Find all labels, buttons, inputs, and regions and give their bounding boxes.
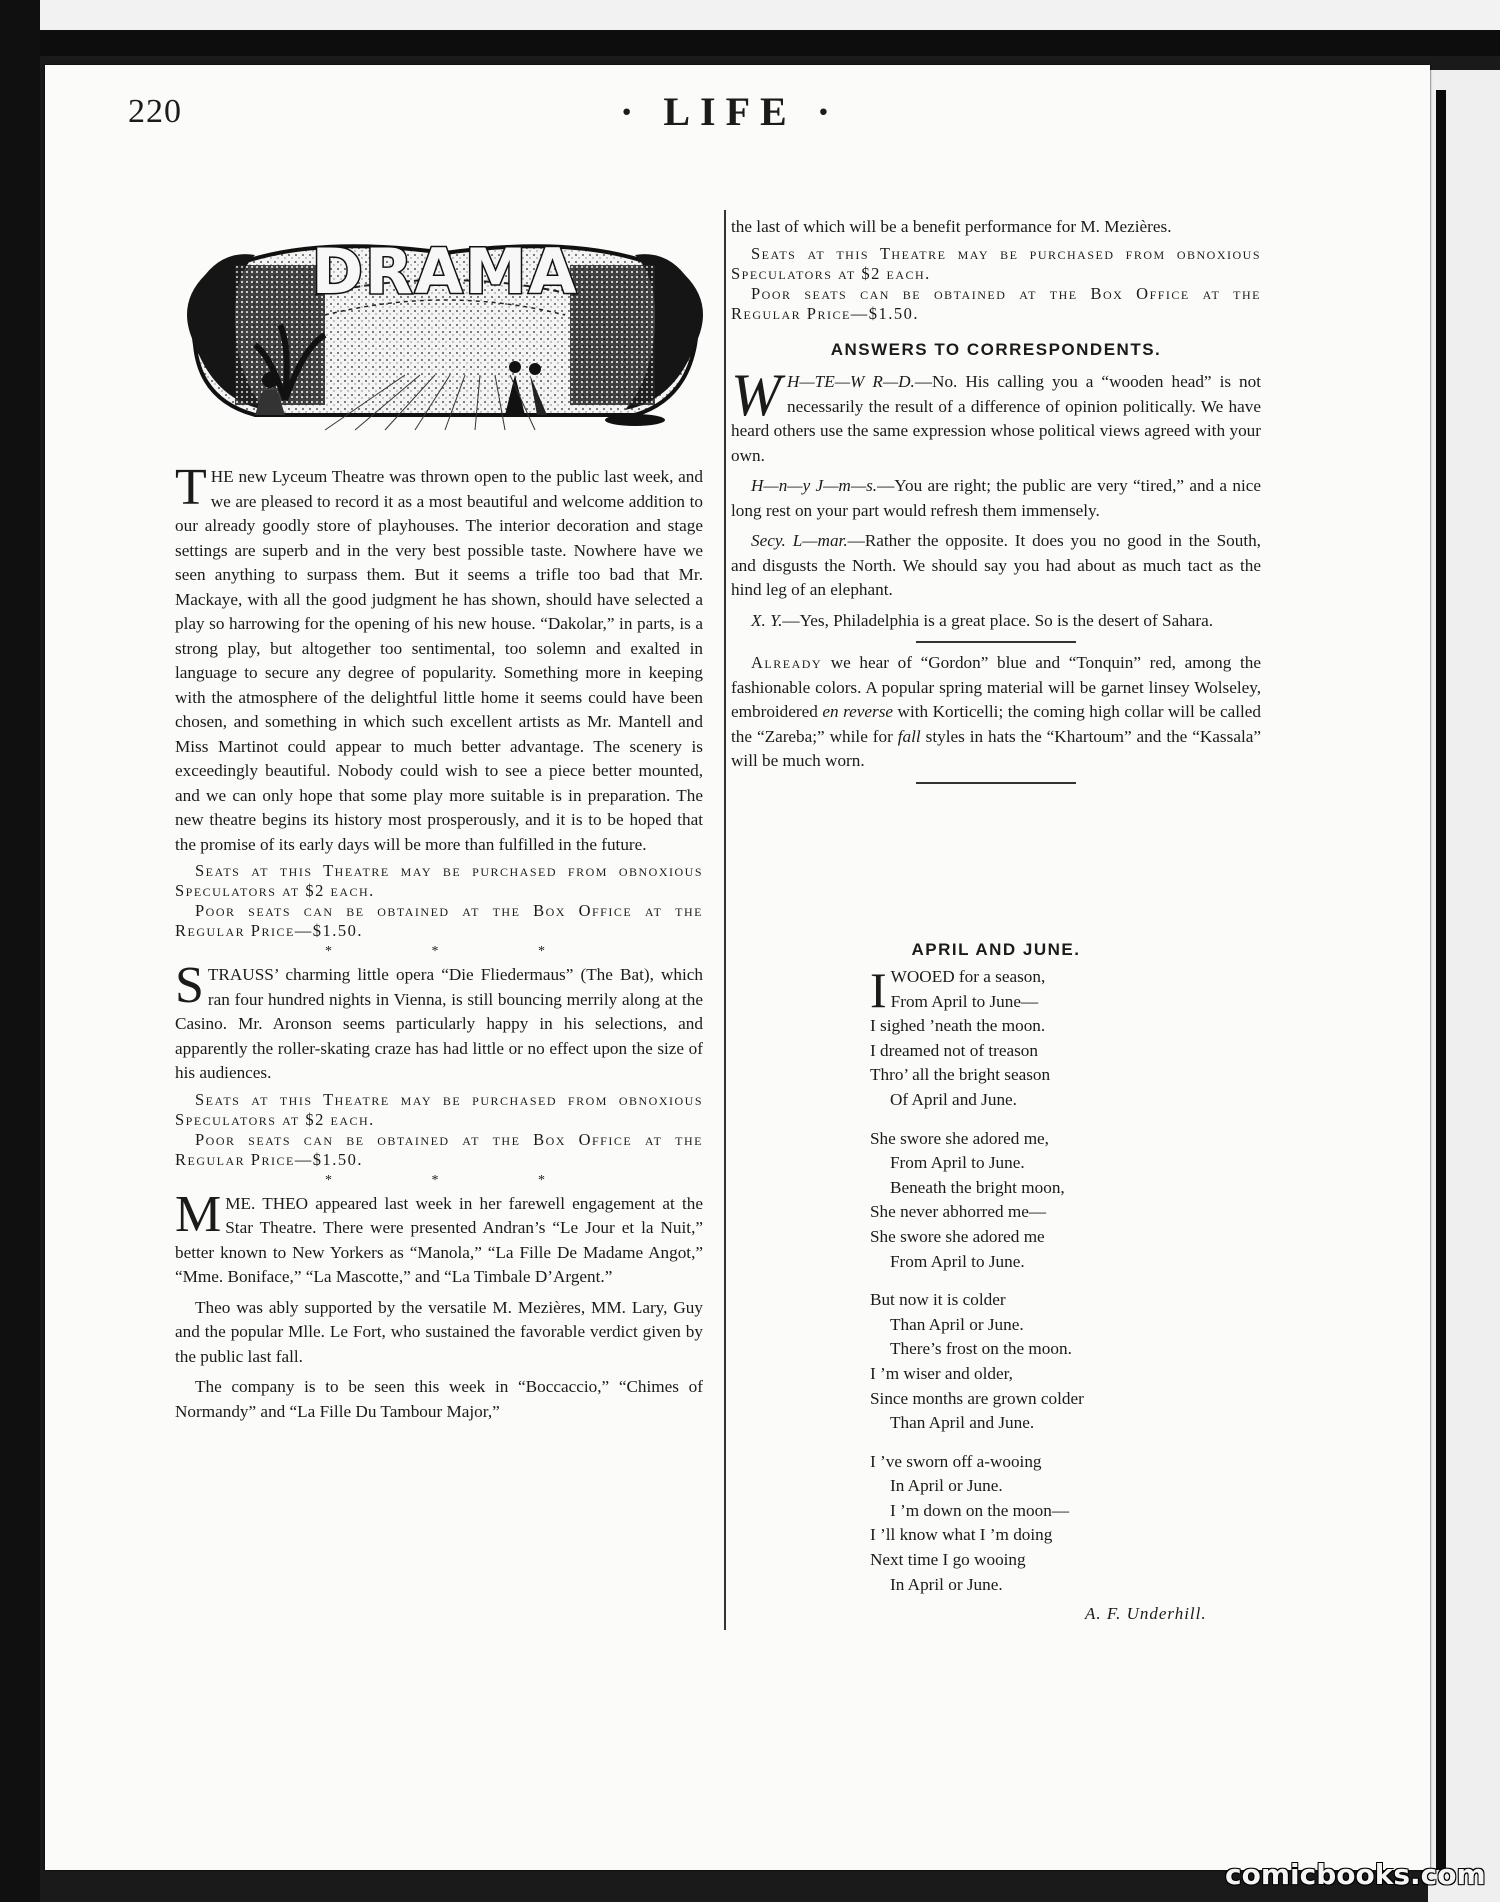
seats-notice-2-line1: Seats at this Theatre may be purchased from obnoxious Speculators at $2 each. <box>175 1089 703 1129</box>
answer-1 <box>731 362 1262 468</box>
lyceum-text: HE new Lyceum Theatre was thrown open to the public last week, and we are pleased to record it as a most beautiful and welcome addition to our already goodly store of playhouses. The interior decoration and stage settings are superb and in the very best possible taste. Nowhere have we seen anything to surpass them. But it seems a trifle too bad that Mr. Mackaye, with all the good judgment he has shown, should have selected a play so harrowing for the opening of his new house. “Dakolar,” in parts, is a strong play, but altogether too sentimental, too solemn and exalted in language to secure any degree of popularity. Something more in keeping with the atmosphere of the delightful little home it seems could have been chosen, and something in which such excellent artists as Mr. Mantell and Miss Martinot could appear to much better advantage. The scenery is exceedingly beautiful. Nobody could wish to see a piece better mounted, and we can only hope that some play more suitable is in preparation. The new theatre begins its history most prosperously, and it is to be hoped that the promise of its early days will be more than fulfilled in the future. <box>175 467 703 854</box>
answer-3 <box>731 529 1261 603</box>
drama-banner-title: DRAMA <box>311 235 579 308</box>
poem-line: Of April and June. <box>890 1089 1017 1109</box>
answer-4-text: —Yes, Philadelphia is a great place. So is the desert of Sahara. <box>782 610 1214 630</box>
poem-line: In April or June. <box>890 1476 1003 1496</box>
scan-border-top-edge <box>0 30 1500 56</box>
seats-notice-3-line1: Seats at this Theatre may be purchased from obnoxious Speculators at $2 each. <box>731 243 1261 283</box>
answer-4-name: X. Y. <box>751 610 783 630</box>
seats-notice-3 <box>731 244 1261 324</box>
poem <box>870 962 1230 1611</box>
section-divider-stars-1: * * * <box>325 944 593 959</box>
fashion-fall: fall <box>897 726 921 746</box>
poem-line: From April to June. <box>890 1153 1025 1173</box>
poem-line: There’s frost on the moon. <box>890 1339 1072 1359</box>
answer-4 <box>731 609 1261 634</box>
poem-line: She never abhorred me— <box>870 1202 1047 1222</box>
poem-line: I ’m wiser and older, <box>870 1363 1013 1383</box>
fashion-en-reverse: en reverse <box>822 702 894 721</box>
poem-stanza-3 <box>870 1288 1230 1436</box>
fashion-text-1: we hear of “Gordon” blue and “Tonquin” red, among the fashionable colors. A popular spring material will be garnet linsey Wolseley, embroidered <box>731 653 1261 721</box>
dropcap-t: T <box>175 459 207 516</box>
seats-notice-1-line2: Poor seats can be obtained at the Box Office at the Regular Price—$1.50. <box>175 901 703 940</box>
poem-line: I sighed ’neath the moon. <box>870 1016 1046 1036</box>
lyceum-paragraph <box>175 459 703 857</box>
poem-stanza-4 <box>870 1450 1230 1598</box>
section-divider-stars-2: * * * <box>325 1172 593 1188</box>
poem-line: From April to June— <box>890 991 1039 1011</box>
horizontal-rule-2 <box>916 782 1076 784</box>
theo-paragraph <box>175 1185 703 1290</box>
theo-text: ME. THEO appeared last week in her farewell engagement at the Star Theatre. There were presented Andran’s “Le Jour et la Nuit,” better known to New Yorkers as “Manola,” “La Fille De Madame Angot,” “Mme. Boniface,” “La Mascotte,” and “La Timbale D’Argent.” <box>175 1193 703 1286</box>
page-number: 220 <box>128 93 182 130</box>
poem-line: Beneath the bright moon, <box>890 1177 1065 1197</box>
answer-3-text: —Rather the opposite. It does you no good in the South, and disgusts the North. We should say you had about as much tact as the hind leg of an elephant. <box>731 531 1261 599</box>
poem-author: A. F. Underhill. <box>1085 1604 1207 1623</box>
strauss-text: TRAUSS’ charming little opera “Die Fliedermaus” (The Bat), which ran four hundred nights in Vienna, is still bouncing merrily along at the Casino. Mr. Aronson seems particularly happy in his selections, and apparently the roller-skating craze has had little or no effect upon the size of his audiences. <box>175 965 703 1082</box>
poem-line: I ’ve sworn off a-wooing <box>870 1451 1042 1471</box>
dropcap-s: S <box>175 957 204 1014</box>
drama-banner-illustration <box>175 225 715 440</box>
watermark: comicbooks.com <box>1225 1858 1486 1891</box>
seats-notice-2 <box>175 1090 703 1170</box>
fashion-text-3: styles in hats the “Khartoum” and the “Kassala” will be much worn. <box>731 726 1261 770</box>
seats-notice-2-line2: Poor seats can be obtained at the Box Office at the Regular Price—$1.50. <box>175 1129 703 1169</box>
answer-2-text: —You are right; the public are very “tired,” and a nice long rest on your part would refresh them immensely. <box>731 476 1261 520</box>
poem-line: But now it is colder <box>870 1290 1006 1310</box>
poem-line: I ’m down on the moon— <box>890 1500 1070 1520</box>
theo-paragraph-3: The company is to be seen this week in “Boccaccio,” “Chimes of Normandy” and “La Fille Du Tambour Major,” <box>175 1377 703 1421</box>
poem-line: Than April or June. <box>890 1314 1024 1334</box>
poem-dropcap-i: I <box>870 962 887 1018</box>
seats-notice-1-line1: Seats at this Theatre may be purchased from obnoxious Speculators at $2 each. <box>175 861 703 900</box>
fashion-paragraph <box>731 651 1261 774</box>
poem-line: Than April and June. <box>890 1413 1035 1433</box>
poem-line: Next time I go wooing <box>870 1550 1026 1570</box>
poem-line: From April to June. <box>890 1251 1025 1271</box>
answer-1-text: —No. His calling you a “wooden head” is not necessarily the result of a difference of opinion politically. We have heard others use the same expression whose political views agreed with your own. <box>731 372 1262 465</box>
seats-notice-3-line2: Poor seats can be obtained at the Box Office at the Regular Price—$1.50. <box>731 283 1261 323</box>
poem-line: WOOED for a season, <box>890 967 1046 986</box>
answer-3-name: Secy. L—mar. <box>751 531 848 550</box>
poem-line: I dreamed not of treason <box>870 1040 1038 1060</box>
poem-stanza-1 <box>870 962 1230 1113</box>
fashion-lead: Already <box>751 653 823 672</box>
poem-line: She swore she adored me <box>870 1226 1045 1246</box>
answer-1-name: H—TE—W R—D. <box>786 372 915 391</box>
fashion-text-2: with Korticelli; the coming high collar will be called the “Zareba;” while for <box>731 702 1261 746</box>
masthead: · LIFE · <box>620 89 841 134</box>
seats-notice-1 <box>175 861 703 941</box>
poem-line: Thro’ all the bright season <box>870 1065 1051 1085</box>
right-column <box>731 215 1261 792</box>
theo-continuation: the last of which will be a benefit performance for M. Mezières. <box>731 217 1172 236</box>
left-column <box>175 459 703 1424</box>
strauss-paragraph <box>175 957 703 1086</box>
poem-line: I ’ll know what I ’m doing <box>870 1525 1053 1545</box>
answer-2 <box>731 474 1261 523</box>
dropcap-m: M <box>175 1185 222 1243</box>
poem-line: She swore she adored me, <box>870 1128 1049 1148</box>
theo-paragraph-2: Theo was ably supported by the versatile M. Mezières, MM. Lary, Guy and the popular Mlle. Le Fort, who sustained the favorable verdict given by the public last fall. <box>175 1297 703 1366</box>
scan-border-right-bar <box>1436 90 1446 1870</box>
scan-border-left <box>0 0 40 1902</box>
poem-stanza-2 <box>870 1127 1230 1275</box>
answers-heading: ANSWERS TO CORRESPONDENTS. <box>830 339 1162 359</box>
column-divider <box>724 210 726 1630</box>
horizontal-rule-1 <box>916 641 1076 643</box>
poem-title: APRIL AND JUNE. <box>911 940 1081 959</box>
dropcap-w: W <box>731 362 781 428</box>
poem-line: In April or June. <box>890 1574 1003 1594</box>
answer-2-name: H—n—y J—m—s. <box>751 476 878 495</box>
poem-line: Since months are grown colder <box>870 1388 1084 1408</box>
